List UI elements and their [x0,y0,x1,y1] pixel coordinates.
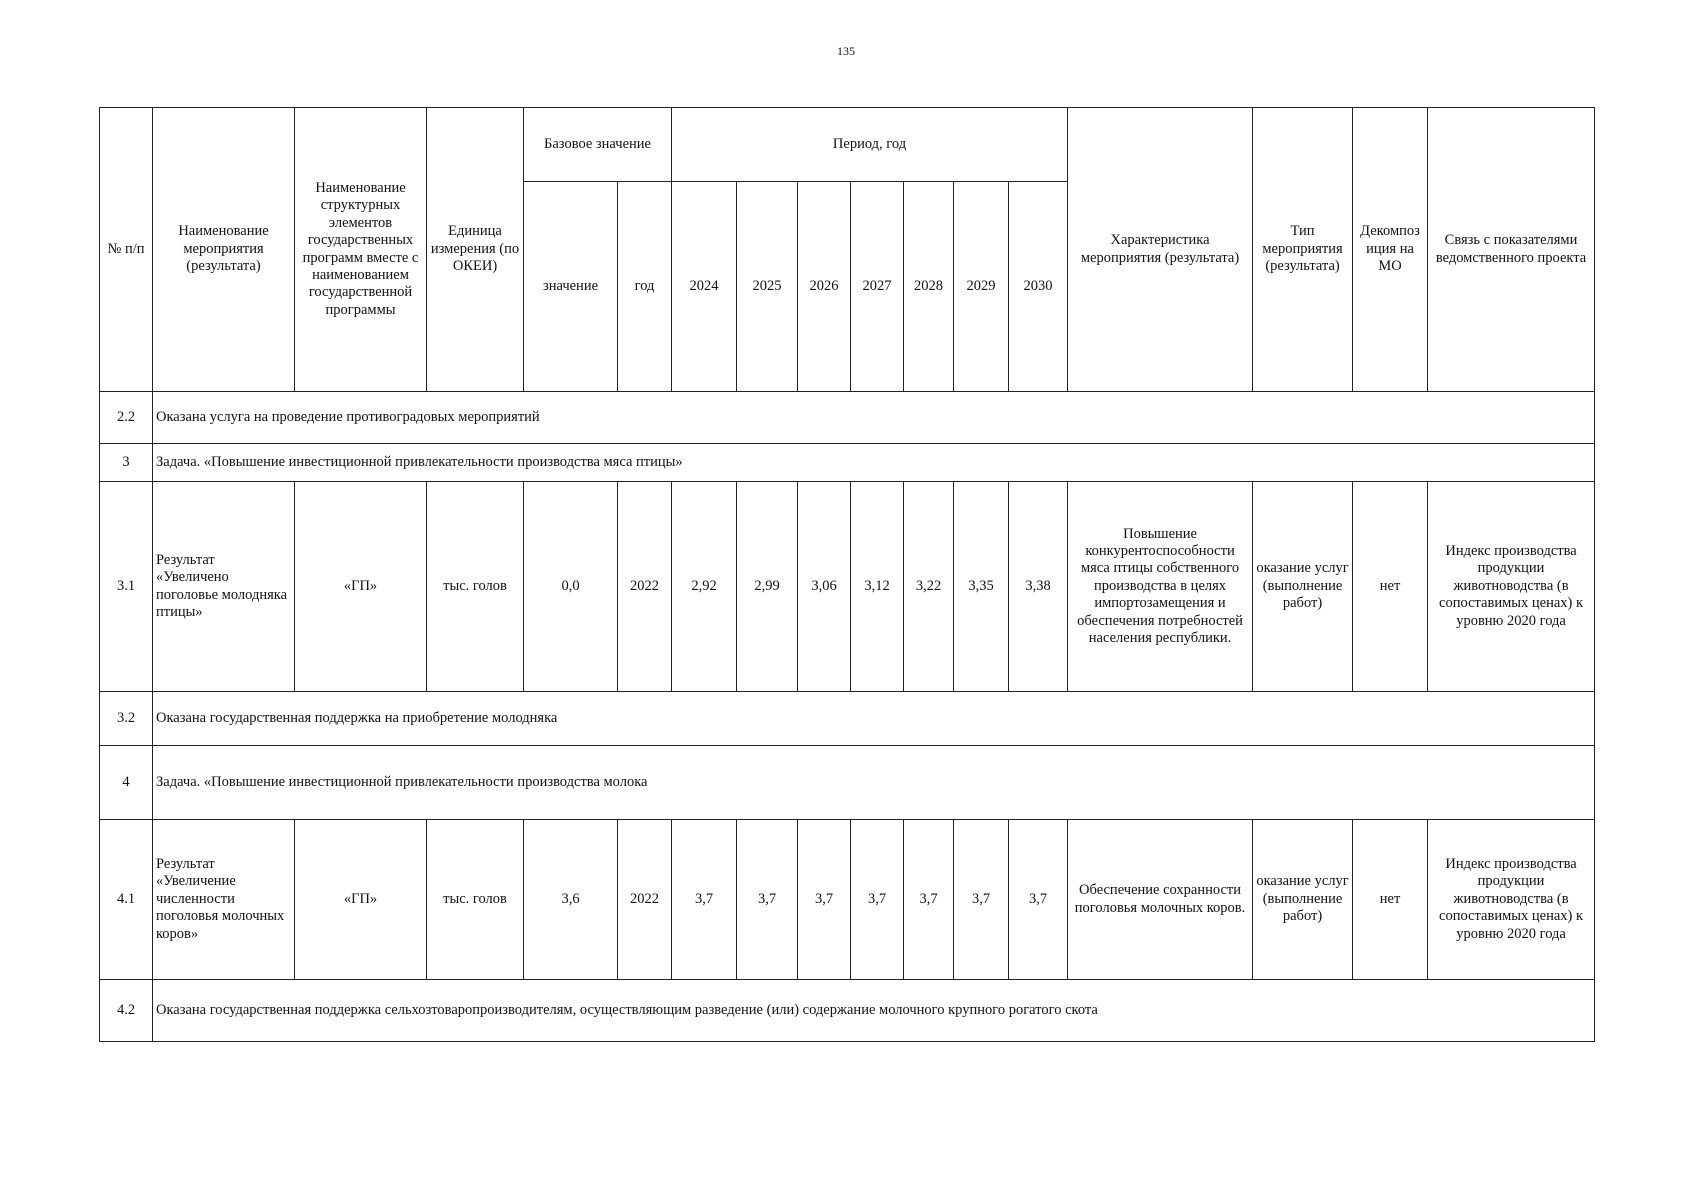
value-2024: 2,92 [672,482,737,692]
value-2025: 2,99 [737,482,798,692]
value-2030: 3,38 [1009,482,1068,692]
base-value: 3,6 [524,820,618,980]
header-unit: Единица измерения (по ОКЕИ) [427,108,524,392]
characteristic: Повышение конкурентоспособности мяса птицы собственного производства в целях импортозамещения и обеспечения потребностей населения республики. [1068,482,1253,692]
indicator-link: Индекс производства продукции животноводства (в сопоставимых ценах) к уровню 2020 года [1428,820,1595,980]
header-event-name: Наименование мероприятия (результата) [153,108,295,392]
value-2028: 3,22 [904,482,954,692]
unit: тыс. голов [427,482,524,692]
value-2027: 3,7 [851,820,904,980]
value-2024: 3,7 [672,820,737,980]
header-period: Период, год [672,108,1068,182]
header-year-2029: 2029 [954,182,1009,392]
value-2027: 3,12 [851,482,904,692]
header-characteristic: Характеристика мероприятия (результата) [1068,108,1253,392]
structural-element: «ГП» [295,482,427,692]
value-2026: 3,06 [798,482,851,692]
section-text: Оказана государственная поддержка сельхозтоваропроизводителям, осуществляющим разведение (или) содержание молочного крупного рогатого скота [153,980,1595,1042]
header-type: Тип мероприятия (результата) [1253,108,1353,392]
value-2029: 3,35 [954,482,1009,692]
section-text: Оказана государственная поддержка на приобретение молодняка [153,692,1595,746]
header-year: год [618,182,672,392]
section-row-2-2 [100,392,1595,444]
events-table [99,107,1595,1042]
characteristic: Обеспечение сохранности поголовья молочных коров. [1068,820,1253,980]
header-value: значение [524,182,618,392]
decomposition: нет [1353,482,1428,692]
header-link: Связь с показателями ведомственного проекта [1428,108,1595,392]
page-number: 135 [837,44,855,58]
row-num: 2.2 [100,392,153,444]
row-num: 4 [100,746,153,820]
table-row-4-1 [100,820,1595,980]
section-row-3 [100,444,1595,482]
event-name: Результат «Увеличение численности поголовья молочных коров» [153,820,295,980]
event-type: оказание услуг (выполнение работ) [1253,820,1353,980]
header-row-top [100,108,1595,182]
value-2029: 3,7 [954,820,1009,980]
header-num: № п/п [100,108,153,392]
header-decomposition: Декомпоз иция на МО [1353,108,1428,392]
section-text: Задача. «Повышение инвестиционной привлекательности производства молока [153,746,1595,820]
structural-element: «ГП» [295,820,427,980]
row-num: 3.1 [100,482,153,692]
header-year-2025: 2025 [737,182,798,392]
row-num: 3 [100,444,153,482]
header-year-2027: 2027 [851,182,904,392]
row-num: 4.1 [100,820,153,980]
value-2026: 3,7 [798,820,851,980]
base-year: 2022 [618,482,672,692]
row-num: 4.2 [100,980,153,1042]
table-row-3-1 [100,482,1595,692]
unit: тыс. голов [427,820,524,980]
section-row-4-2 [100,980,1595,1042]
header-base-value: Базовое значение [524,108,672,182]
header-year-2030: 2030 [1009,182,1068,392]
event-name: Результат «Увеличено поголовье молодняка птицы» [153,482,295,692]
indicator-link: Индекс производства продукции животноводства (в сопоставимых ценах) к уровню 2020 года [1428,482,1595,692]
row-num: 3.2 [100,692,153,746]
header-year-2026: 2026 [798,182,851,392]
header-structural-elements: Наименование структурных элементов государственных программ вместе с наименованием государственной программы [295,108,427,392]
value-2028: 3,7 [904,820,954,980]
base-value: 0,0 [524,482,618,692]
decomposition: нет [1353,820,1428,980]
value-2025: 3,7 [737,820,798,980]
event-type: оказание услуг (выполнение работ) [1253,482,1353,692]
base-year: 2022 [618,820,672,980]
section-text: Задача. «Повышение инвестиционной привлекательности производства мяса птицы» [153,444,1595,482]
value-2030: 3,7 [1009,820,1068,980]
section-row-4 [100,746,1595,820]
section-row-3-2 [100,692,1595,746]
section-text: Оказана услуга на проведение противоградовых мероприятий [153,392,1595,444]
header-year-2024: 2024 [672,182,737,392]
header-year-2028: 2028 [904,182,954,392]
